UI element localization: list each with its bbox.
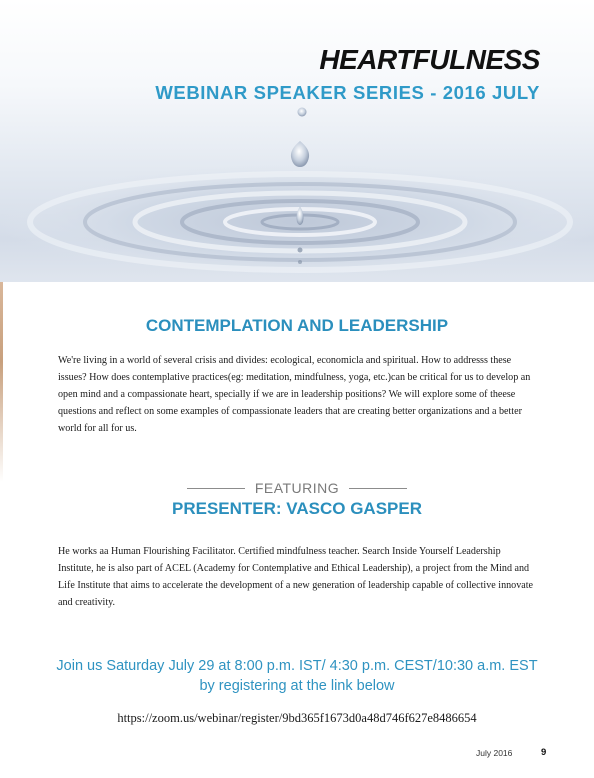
hero-water-drop-image [0,0,594,282]
registration-link[interactable]: https://zoom.us/webinar/register/9bd365f1673d0a48d746f627e8486654 [117,711,477,725]
divider-rule-left [187,488,245,489]
presenter-heading: PRESENTER: VASCO GASPER [171,499,422,518]
water-ripple-illustration [0,0,594,282]
edge-decoration-strip [0,282,3,482]
session-description: We're living in a world of several crisis and divides: ecological, economicla and spiritual. How to addresss these issues? How does contemplative practices(eg: meditation, mindfulness, yoga, etc.)can be critical for us to develop an open mind and a compassionate heart, specially if we are in leadership positions? We will explore some of theese questions and reflect on some examples of compassionate leaders that are creating better organizations and a better world for all for us. [58,355,531,434]
featuring-label: FEATURING [254,480,340,496]
divider-rule-right [349,488,407,489]
presenter-bio: He works aa Human Flourishing Facilitator. Certified mindfulness teacher. Search Inside Yourself Leadership Institute, he is also part of ACEL (Academy for Contemplative and Ethical Leadership), a project from the Mind and Life Institute that aims to accelerate the development of a new generation of leadership capable of collective innovate and creativity. [58,546,534,608]
series-title: WEBINAR SPEAKER SERIES - 2016 JULY [155,82,540,103]
brand-title: HEARTFULNESS [319,44,540,75]
session-title: CONTEMPLATION AND LEADERSHIP [145,316,449,335]
footer-date: July 2016 [476,748,513,758]
featuring-divider [187,479,407,497]
registration-prompt: by registering at the link below [199,678,395,694]
page-number: 9 [541,747,547,758]
event-time-line: Join us Saturday July 29 at 8:00 p.m. IST/ 4:30 p.m. CEST/10:30 a.m. EST [56,658,538,674]
